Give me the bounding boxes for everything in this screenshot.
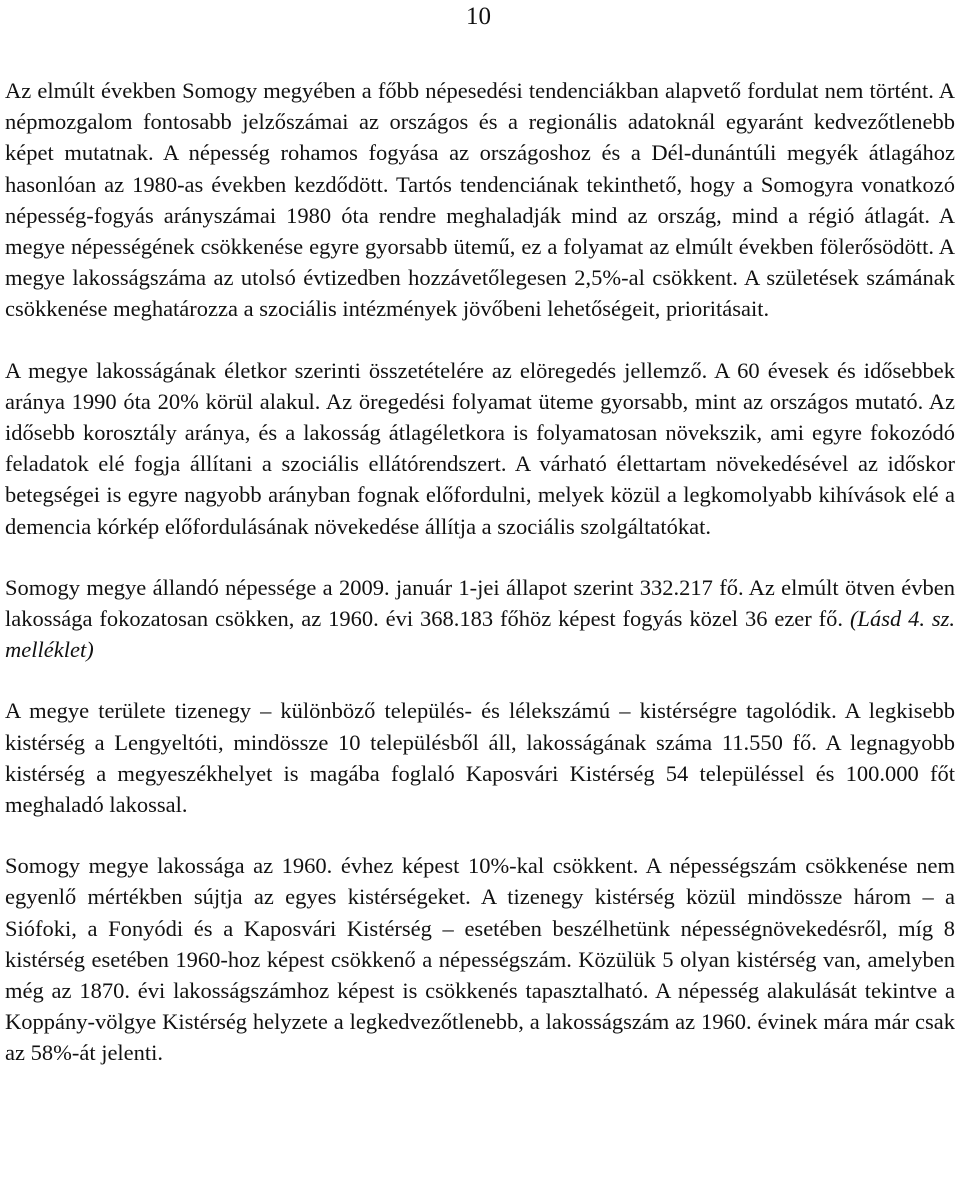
annex-reference: (Lásd 4. sz. melléklet) [5,606,955,663]
page-number-text: 10 [466,3,491,30]
paragraph-text: A megye területe tizenegy – különböző település- és lélekszámú – kistérségre tagolódik. A legkisebb kistérség a Lengyeltóti, mindössze 10 településből áll, lakosságának száma 11.550 fő. A legnagyobb kistérség a megyeszékhelyet is magába foglaló Kaposvári Kistérség 54 településsel és 100.000 főt meghaladó lakossal. [5,698,955,818]
paragraph-text: A megye lakosságának életkor szerinti összetételére az elöregedés jellemző. A 60 évesek és idősebbek aránya 1990 óta 20% körül alakul. Az öregedési folyamat üteme gyorsabb, mint az országos mutató. Az idősebb korosztály aránya, és a lakosság átlagéletkora is folyamatosan növekszik, ami egyre fokozódó feladatok elé fogja állítani a szociális ellátórendszert. A várható élettartam növekedésével az időskor betegségei is egyre nagyobb arányban fognak előfordulni, melyek közül a legkomolyabb kihívások elé a demencia kórkép előfordulásának növekedése állítja a szociális szolgáltatókat. [5,357,955,539]
paragraph-subregion-decline [5,850,955,1068]
paragraph-aging [5,355,955,542]
paragraph-subregions [5,695,955,820]
paragraph-text: Somogy megye lakossága az 1960. évhez képest 10%-kal csökkent. A népességszám csökkenése nem egyenlő mértékben sújtja az egyes kistérségeket. A tizenegy kistérség közül mindössze három – a Siófoki, a Fonyódi és a Kaposvári Kistérség – esetében beszélhetünk népességnövekedésről, míg 8 kistérség esetében 1960-hoz képest csökkenő a népességszám. Közülük 5 olyan kistérség van, amelyben még az 1870. évi lakosságszámhoz képest is csökkenés tapasztalható. A népesség alakulását tekintve a Koppány-völgye Kistérség helyzete a legkedvezőtlenebb, a lakosságszám az 1960. évinek mára már csak az 58%-át jelenti. [5,853,955,1066]
paragraph-population-trends [5,75,955,325]
paragraph-text: Somogy megye állandó népessége a 2009. január 1-jei állapot szerint 332.217 fő. Az elmúlt ötven évben lakossága fokozatosan csökken, az 1960. évi 368.183 főhöz képest fogyás közel 36 ezer fő. [5,574,955,632]
paragraph-population-2009 [5,572,955,666]
document-body [5,75,955,1099]
paragraph-text: Az elmúlt években Somogy megyében a főbb népesedési tendenciákban alapvető fordulat nem történt. A népmozgalom fontosabb jelzőszámai az országos és a regionális adatoknál egyaránt kedvezőtlenebb képet mutatnak. A népesség rohamos fogyása az országoshoz és a Dél-dunántúli megyék átlagához hasonlóan az 1980-as években kezdődött. Tartós tendenciának tekinthető, hogy a Somogyra vonatkozó népesség-fogyás arányszámai 1980 óta rendre meghaladják mind az ország, mind a régió átlagát. A megye népességének csökkenése egyre gyorsabb ütemű, ez a folyamat az elmúlt években fölerősödött. A megye lakosságszáma az utolsó évtizedben hozzávetőlegesen 2,5%-al csökkent. A születések számának csökkenése meghatározza a szociális intézmények jövőbeni lehetőségeit, prioritásait. [5,78,955,322]
